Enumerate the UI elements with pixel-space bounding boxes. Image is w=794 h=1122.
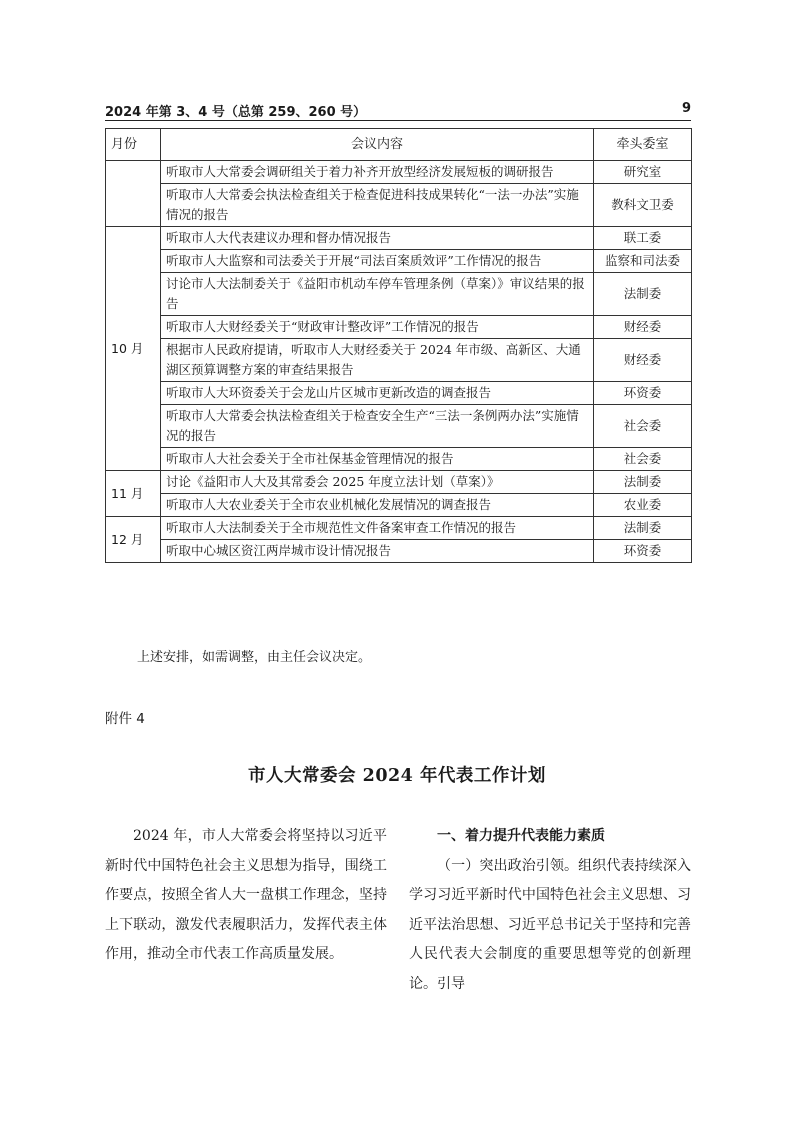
office-cell: 联工委	[594, 227, 692, 250]
table-row	[106, 471, 692, 494]
table-row	[106, 494, 692, 517]
left-column	[105, 822, 387, 970]
table-row	[106, 448, 692, 471]
office-cell: 环资委	[594, 540, 692, 563]
table-row	[106, 382, 692, 405]
content-cell: 讨论《益阳市人大及其常委会 2025 年度立法计划（草案）》	[161, 471, 594, 494]
page-header	[105, 101, 691, 121]
content-cell: 听取市人大常委会执法检查组关于检查安全生产“三法一条例两办法”实施情况的报告	[161, 405, 594, 448]
right-column	[409, 822, 691, 1000]
table-row	[106, 161, 692, 184]
table-header-row	[106, 129, 692, 161]
office-cell: 财经委	[594, 316, 692, 339]
office-cell: 法制委	[594, 471, 692, 494]
issue-label: 2024 年第 3、4 号（总第 259、260 号）	[105, 105, 367, 120]
table-row	[106, 316, 692, 339]
document-title: 市人大常委会 2024 年代表工作计划	[248, 766, 546, 786]
month-cell: 12 月	[106, 517, 161, 563]
header-month: 月份	[106, 129, 161, 161]
content-cell: 听取市人大代表建议办理和督办情况报告	[161, 227, 594, 250]
page-number: 9	[681, 101, 691, 116]
content-cell: 听取市人大常委会执法检查组关于检查促进科技成果转化“一法一办法”实施情况的报告	[161, 184, 594, 227]
office-cell: 社会委	[594, 405, 692, 448]
adjustment-note: 上述安排，如需调整，由主任会议决定。	[137, 650, 372, 665]
table-row	[106, 405, 692, 448]
office-cell: 法制委	[594, 273, 692, 316]
table-row	[106, 517, 692, 540]
content-cell: 听取市人大农业委关于全市农业机械化发展情况的调查报告	[161, 494, 594, 517]
office-cell: 教科文卫委	[594, 184, 692, 227]
table-row	[106, 227, 692, 250]
office-cell: 环资委	[594, 382, 692, 405]
table-row	[106, 273, 692, 316]
section-heading: 一、着力提升代表能力素质	[437, 828, 605, 844]
content-cell: 听取市人大法制委关于全市规范性文件备案审查工作情况的报告	[161, 517, 594, 540]
meeting-schedule-table	[105, 128, 692, 563]
header-office: 牵头委室	[594, 129, 692, 161]
table-row	[106, 250, 692, 273]
header-content: 会议内容	[161, 129, 594, 161]
office-cell: 监察和司法委	[594, 250, 692, 273]
office-cell: 社会委	[594, 448, 692, 471]
content-cell: 根据市人民政府提请，听取市人大财经委关于 2024 年市级、高新区、大通湖区预算调整方案的审查结果报告	[161, 339, 594, 382]
month-cell	[106, 161, 161, 227]
section-paragraph: （一）突出政治引领。组织代表持续深入学习习近平新时代中国特色社会主义思想、习近平法治思想、习近平总书记关于坚持和完善人民代表大会制度的重要思想等党的创新理论。引导	[409, 857, 691, 992]
office-cell: 农业委	[594, 494, 692, 517]
header-rule	[105, 120, 691, 121]
attachment-label: 附件 4	[105, 711, 145, 727]
office-cell: 财经委	[594, 339, 692, 382]
content-cell: 听取市人大社会委关于全市社保基金管理情况的报告	[161, 448, 594, 471]
content-cell: 听取市人大环资委关于会龙山片区城市更新改造的调查报告	[161, 382, 594, 405]
month-cell: 10 月	[106, 227, 161, 471]
month-cell: 11 月	[106, 471, 161, 517]
content-cell: 讨论市人大法制委关于《益阳市机动车停车管理条例（草案）》审议结果的报告	[161, 273, 594, 316]
table-row	[106, 184, 692, 227]
content-cell: 听取市人大监察和司法委关于开展“司法百案质效评”工作情况的报告	[161, 250, 594, 273]
content-cell: 听取市人大常委会调研组关于着力补齐开放型经济发展短板的调研报告	[161, 161, 594, 184]
content-cell: 听取市人大财经委关于“财政审计整改评”工作情况的报告	[161, 316, 594, 339]
intro-paragraph: 2024 年，市人大常委会将坚持以习近平新时代中国特色社会主义思想为指导，围绕工作要点，按照全省人大一盘棋工作理念，坚持上下联动，激发代表履职活力，发挥代表主体作用，推动全市代表工作高质量发展。	[105, 828, 387, 963]
office-cell: 研究室	[594, 161, 692, 184]
office-cell: 法制委	[594, 517, 692, 540]
table-row	[106, 339, 692, 382]
content-cell: 听取中心城区资江两岸城市设计情况报告	[161, 540, 594, 563]
table-row	[106, 540, 692, 563]
